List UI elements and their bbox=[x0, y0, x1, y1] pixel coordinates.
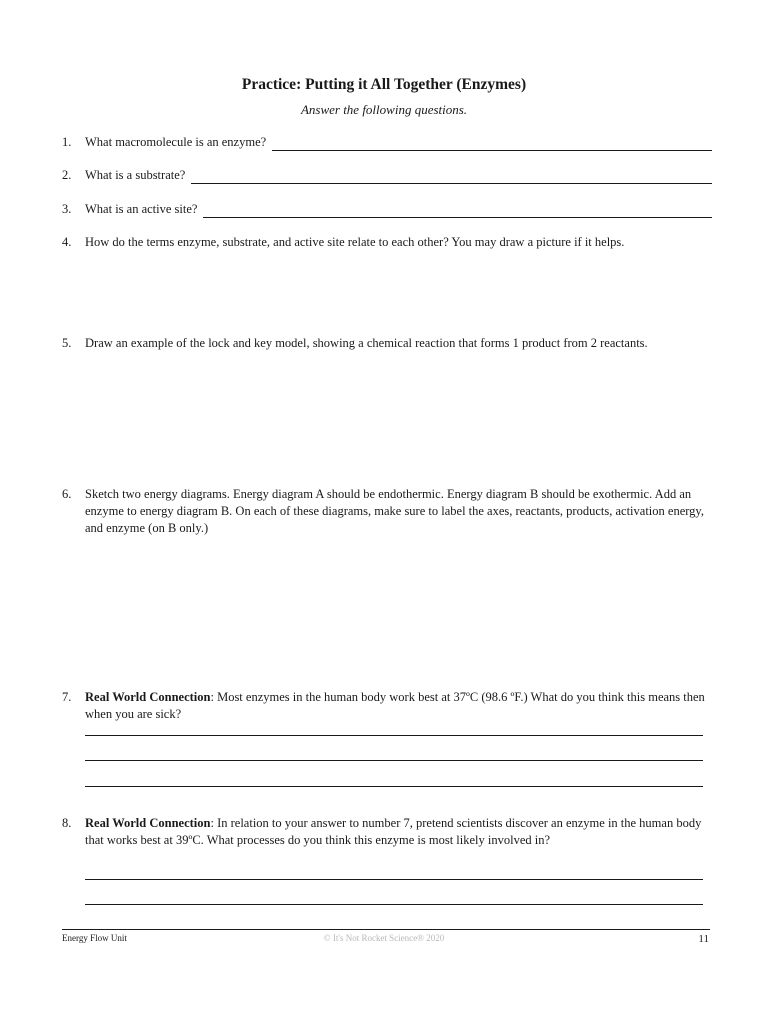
question-label: Real World Connection bbox=[85, 816, 211, 830]
question-text: What macromolecule is an enzyme? bbox=[85, 135, 267, 149]
answer-line[interactable] bbox=[272, 138, 712, 151]
question-text: Draw an example of the lock and key model, showing a chemical reaction that forms 1 product from 2 reactants. bbox=[85, 336, 648, 350]
question-label: Real World Connection bbox=[85, 690, 211, 704]
answer-line[interactable] bbox=[191, 171, 712, 184]
question-number: 3. bbox=[62, 202, 72, 216]
footer-copyright: © It's Not Rocket Science® 2020 bbox=[323, 933, 445, 943]
question-6 bbox=[62, 486, 712, 537]
question-text: What is an active site? bbox=[85, 202, 198, 216]
answer-line[interactable] bbox=[85, 904, 703, 905]
question-7 bbox=[62, 689, 712, 723]
question-text: What is a substrate? bbox=[85, 168, 186, 182]
question-4 bbox=[62, 234, 712, 251]
answer-line[interactable] bbox=[203, 205, 712, 218]
answer-line[interactable] bbox=[85, 879, 703, 880]
page-subtitle: Answer the following questions. bbox=[300, 102, 468, 117]
question-1 bbox=[62, 134, 712, 151]
question-text: : Most enzymes in the human body work best at 37ºC (98.6 ºF.) What do you think this means then when you are sick? bbox=[85, 690, 705, 721]
question-5 bbox=[62, 335, 712, 352]
answer-line[interactable] bbox=[85, 735, 703, 736]
question-number: 8. bbox=[62, 816, 72, 830]
footer-divider bbox=[62, 929, 710, 930]
question-number: 7. bbox=[62, 690, 72, 704]
answer-line[interactable] bbox=[85, 786, 703, 787]
page-number: 11 bbox=[698, 933, 709, 945]
question-number: 1. bbox=[62, 135, 72, 149]
answer-line[interactable] bbox=[85, 760, 703, 761]
question-number: 2. bbox=[62, 168, 72, 182]
question-text: Sketch two energy diagrams. Energy diagram A should be endothermic. Energy diagram B should be exothermic. Add an enzyme to energy diagram B. On each of these diagrams, make sure to label the axes, reactants, products, activation energy, and enzyme (on B only.) bbox=[85, 487, 704, 535]
question-3 bbox=[62, 201, 712, 218]
question-2 bbox=[62, 167, 712, 184]
question-number: 4. bbox=[62, 235, 72, 249]
question-number: 6. bbox=[62, 487, 72, 501]
question-text: How do the terms enzyme, substrate, and active site relate to each other? You may draw a picture if it helps. bbox=[85, 235, 625, 249]
question-8 bbox=[62, 815, 712, 849]
question-number: 5. bbox=[62, 336, 72, 350]
page-title: Practice: Putting it All Together (Enzymes) bbox=[241, 76, 527, 93]
question-text: : In relation to your answer to number 7, pretend scientists discover an enzyme in the human body that works best at 39ºC. What processes do you think this enzyme is most likely involved in? bbox=[85, 816, 702, 847]
footer-unit-name: Energy Flow Unit bbox=[62, 933, 127, 943]
